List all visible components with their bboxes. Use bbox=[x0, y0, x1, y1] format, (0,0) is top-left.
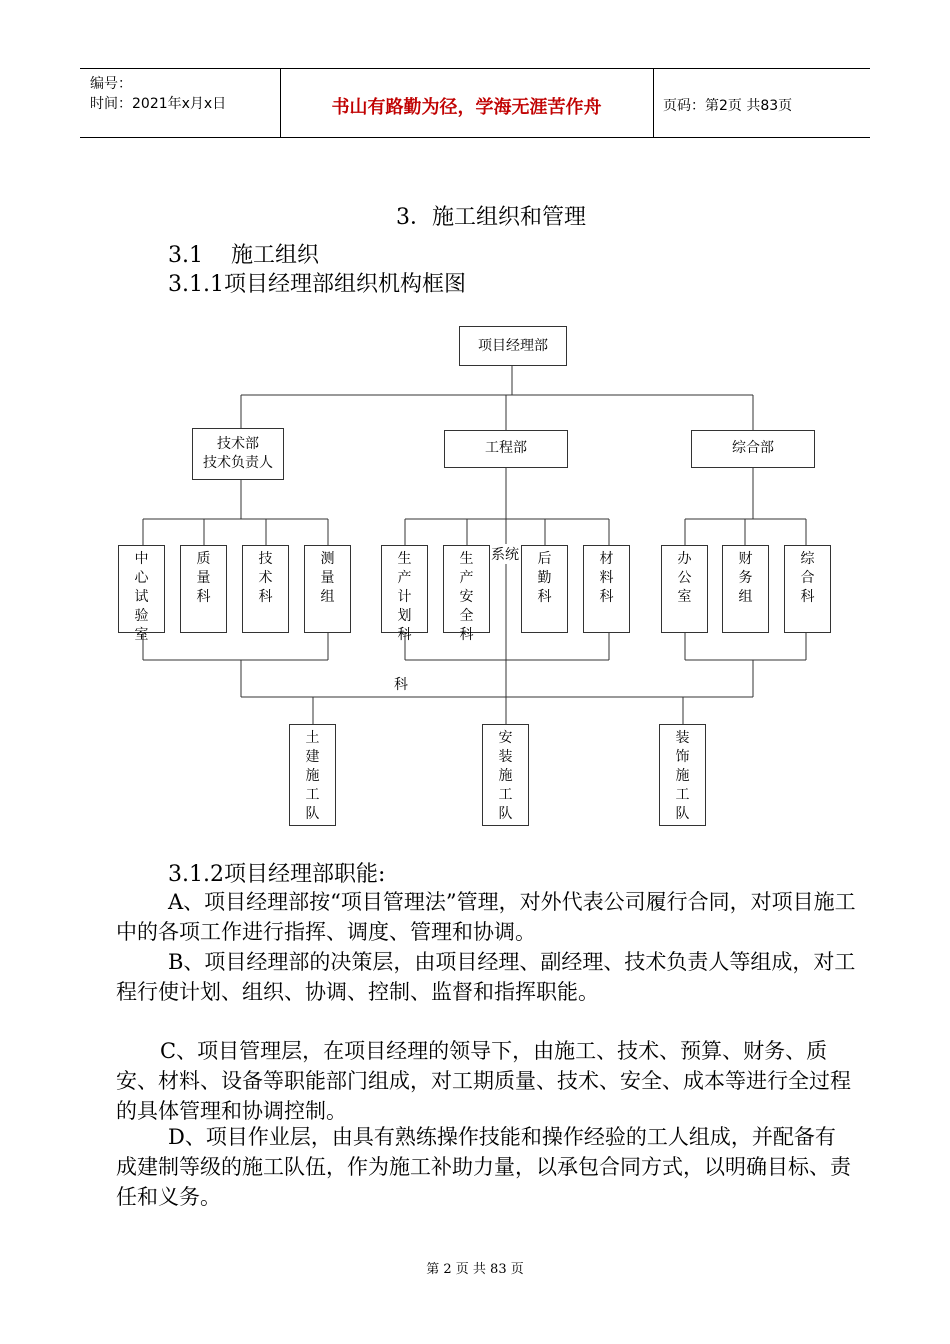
page-footer: 第 2 页 共 83 页 bbox=[426, 1262, 524, 1277]
org-gen-dept-box: 综合部 bbox=[691, 430, 815, 468]
team-decoration: 装饰施工队 bbox=[659, 724, 706, 826]
unit-general: 综合科 bbox=[784, 545, 831, 633]
header-motto: 书山有路勤为径，学海无涯苦作舟 bbox=[331, 97, 602, 118]
unit-central-lab: 中心试验室 bbox=[118, 545, 165, 633]
header-page-info: 页码：第2页 共83页 bbox=[663, 98, 793, 114]
label-ke: 科 bbox=[394, 674, 408, 694]
label-system: 系统 bbox=[491, 544, 519, 564]
paragraph-d-text: D、项目作业层，由具有熟练操作技能和操作经验的工人组成，并配备有成建制等级的施工队伍，作为施工补助力量，以承包合同方式，以明确目标、责任和义务。 bbox=[116, 1125, 851, 1209]
paragraph-c bbox=[116, 1036, 856, 1126]
paragraph-b bbox=[116, 947, 856, 1007]
paragraph-c-text: C、项目管理层，在项目经理的领导下，由施工、技术、预算、财务、质安、材料、设备等职能部门组成，对工期质量、技术、安全、成本等进行全过程的具体管理和协调控制。 bbox=[116, 1039, 851, 1123]
unit-office: 办公室 bbox=[661, 545, 708, 633]
paragraph-b-text: B、项目经理部的决策层，由项目经理、副经理、技术负责人等组成，对工程行使计划、组织、协调、控制、监督和指挥职能。 bbox=[116, 950, 856, 1004]
unit-production-safety: 生产安全科 bbox=[443, 545, 490, 633]
subsubsection-title: 3.1.1项目经理部组织机构框图 bbox=[168, 272, 466, 297]
number-label: 编号： bbox=[90, 76, 132, 92]
org-root-box: 项目经理部 bbox=[459, 326, 567, 366]
paragraph-d bbox=[116, 1122, 856, 1212]
section-title: 3．施工组织和管理 bbox=[396, 205, 586, 230]
unit-technical: 技术科 bbox=[242, 545, 289, 633]
unit-production-plan: 生产计划科 bbox=[381, 545, 428, 633]
unit-finance: 财务组 bbox=[722, 545, 769, 633]
time-label: 时间：2021年x月x日 bbox=[90, 96, 227, 112]
unit-survey: 测量组 bbox=[304, 545, 351, 633]
paragraph-a-text: A、项目经理部按“项目管理法”管理，对外代表公司履行合同，对项目施工中的各项工作进行指挥、调度、管理和协调。 bbox=[116, 890, 856, 944]
unit-logistics: 后勤科 bbox=[521, 545, 568, 633]
team-installation: 安装施工队 bbox=[482, 724, 529, 826]
org-eng-dept-box: 工程部 bbox=[444, 430, 568, 468]
unit-materials: 材料科 bbox=[583, 545, 630, 633]
team-civil: 土建施工队 bbox=[289, 724, 336, 826]
subsection-title: 3.1 施工组织 bbox=[168, 243, 319, 268]
paragraph-a bbox=[116, 887, 856, 947]
unit-quality: 质量科 bbox=[180, 545, 227, 633]
functions-title: 3.1.2项目经理部职能: bbox=[168, 862, 386, 887]
org-tech-dept-box: 技术部 技术负责人 bbox=[192, 428, 284, 480]
